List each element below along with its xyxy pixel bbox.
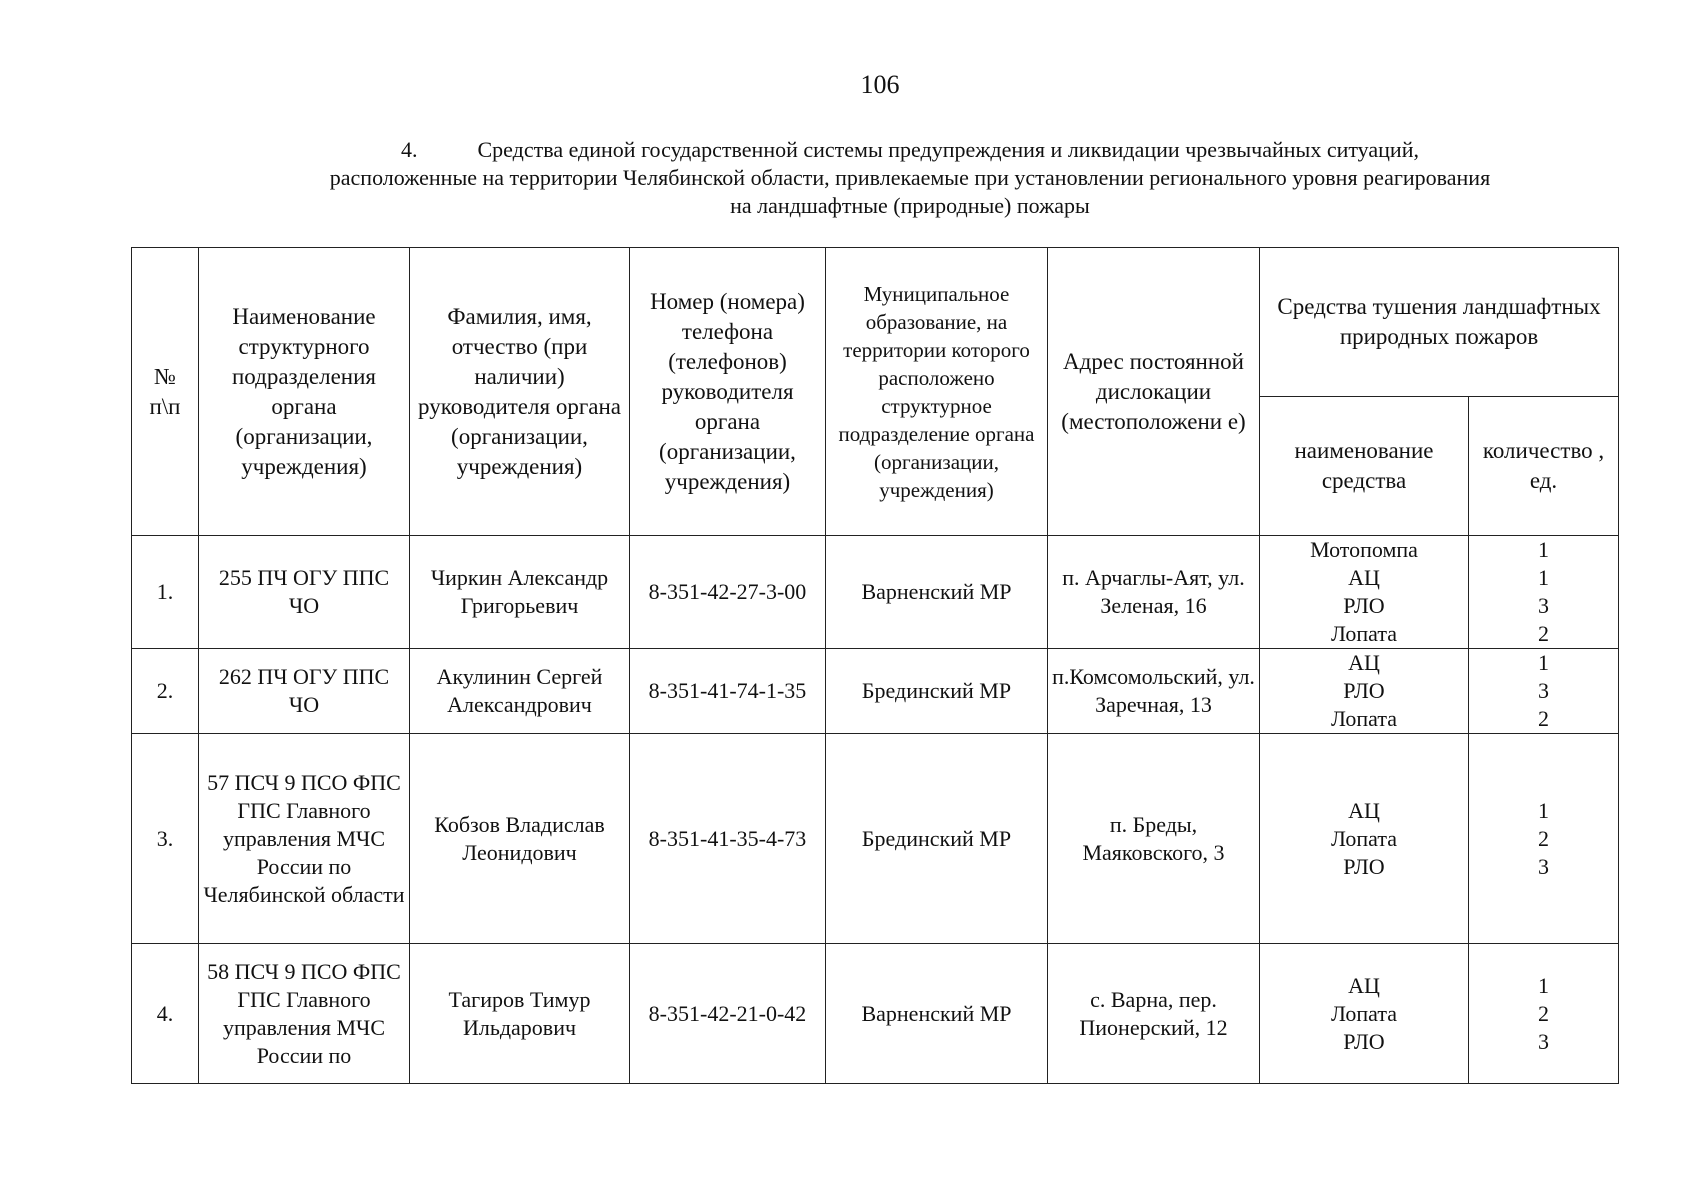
means-item: РЛО (1343, 853, 1385, 879)
row-means (1260, 536, 1469, 649)
row-phone: 8-351-42-27-3-00 (630, 536, 826, 649)
row-phone: 8-351-41-74-1-35 (630, 649, 826, 734)
qty-item: 1 (1538, 650, 1549, 675)
row-means (1260, 649, 1469, 734)
qty-item: 1 (1538, 537, 1549, 562)
row-num: 1. (132, 536, 199, 649)
row-qty (1469, 649, 1619, 734)
means-item: Мотопомпа (1310, 537, 1418, 562)
row-head: Тагиров Тимур Ильдарович (410, 944, 630, 1084)
row-phone: 8-351-41-35-4-73 (630, 734, 826, 944)
qty-item: 2 (1538, 621, 1549, 646)
header-phone: Номер (номера) телефона (телефонов) руководителя органа (организации, учреждения) (630, 248, 826, 536)
header-num: № п\п (132, 248, 199, 536)
row-means (1260, 734, 1469, 944)
heading-number: 4. (401, 137, 418, 162)
document-heading (0, 136, 1698, 220)
row-means (1260, 944, 1469, 1084)
means-item: АЦ (1348, 650, 1380, 675)
row-num: 2. (132, 649, 199, 734)
header-means-group: Средства тушения ландшафтных природных пожаров (1260, 248, 1619, 397)
row-unit: 58 ПСЧ 9 ПСО ФПС ГПС Главного управления МЧС России по (199, 944, 410, 1084)
header-row-1 (132, 248, 1619, 397)
qty-item: 3 (1538, 1028, 1549, 1054)
row-qty (1469, 536, 1619, 649)
means-item: АЦ (1348, 565, 1380, 590)
heading-line-1-text: Средства единой государственной системы предупреждения и ликвидации чрезвычайных ситуаций, (477, 137, 1419, 162)
heading-line-1 (0, 136, 1698, 164)
row-head: Акулинин Сергей Александрович (410, 649, 630, 734)
heading-line-2: расположенные на территории Челябинской области, привлекаемые при установлении регионального уровня реагирования (329, 165, 1491, 190)
means-item: АЦ (1348, 797, 1380, 823)
header-municipality: Муниципальное образование, на территории которого расположено структурное подразделение органа (организации, учреждения) (826, 248, 1048, 536)
qty-item: 3 (1538, 853, 1549, 879)
qty-item: 2 (1538, 706, 1549, 731)
means-item: РЛО (1343, 593, 1385, 618)
row-head: Чиркин Александр Григорьевич (410, 536, 630, 649)
qty-item: 2 (1538, 825, 1549, 851)
table-row (132, 734, 1619, 944)
qty-item: 3 (1538, 593, 1549, 618)
table-row (132, 536, 1619, 649)
row-address: п. Бреды, Маяковского, 3 (1048, 734, 1260, 944)
row-municipality: Брединский МР (826, 649, 1048, 734)
qty-item: 1 (1538, 972, 1549, 998)
row-head: Кобзов Владислав Леонидович (410, 734, 630, 944)
row-num: 3. (132, 734, 199, 944)
table-body (132, 536, 1619, 1084)
means-item: Лопата (1331, 621, 1397, 646)
means-item: Лопата (1331, 1000, 1397, 1026)
table-row (132, 944, 1619, 1084)
qty-item: 2 (1538, 1000, 1549, 1026)
header-means-name: наименование средства (1260, 397, 1469, 536)
row-unit: 57 ПСЧ 9 ПСО ФПС ГПС Главного управления МЧС России по Челябинской области (199, 734, 410, 944)
row-unit: 255 ПЧ ОГУ ППС ЧО (199, 536, 410, 649)
row-municipality: Варненский МР (826, 944, 1048, 1084)
means-item: РЛО (1343, 1028, 1385, 1054)
row-phone: 8-351-42-21-0-42 (630, 944, 826, 1084)
row-num: 4. (132, 944, 199, 1084)
row-address: п.Комсомольский, ул. Заречная, 13 (1048, 649, 1260, 734)
header-means-qty: количество , ед. (1469, 397, 1619, 536)
table-header (132, 248, 1619, 536)
header-unit: Наименование структурного подразделения органа (организации, учреждения) (199, 248, 410, 536)
table-row (132, 649, 1619, 734)
row-municipality: Брединский МР (826, 734, 1048, 944)
row-address: с. Варна, пер. Пионерский, 12 (1048, 944, 1260, 1084)
resources-table (131, 247, 1619, 1084)
means-item: Лопата (1331, 706, 1397, 731)
page-number: 106 (860, 70, 900, 99)
qty-item: 1 (1538, 797, 1549, 823)
means-item: РЛО (1343, 678, 1385, 703)
row-qty (1469, 944, 1619, 1084)
row-unit: 262 ПЧ ОГУ ППС ЧО (199, 649, 410, 734)
qty-item: 3 (1538, 678, 1549, 703)
means-item: Лопата (1331, 825, 1397, 851)
means-item: АЦ (1348, 972, 1380, 998)
header-address: Адрес постоянной дислокации (местоположени е) (1048, 248, 1260, 536)
header-head: Фамилия, имя, отчество (при наличии) руководителя органа (организации, учреждения) (410, 248, 630, 536)
row-address: п. Арчаглы-Аят, ул. Зеленая, 16 (1048, 536, 1260, 649)
qty-item: 1 (1538, 565, 1549, 590)
row-municipality: Варненский МР (826, 536, 1048, 649)
row-qty (1469, 734, 1619, 944)
heading-line-3: на ландшафтные (природные) пожары (730, 193, 1090, 218)
